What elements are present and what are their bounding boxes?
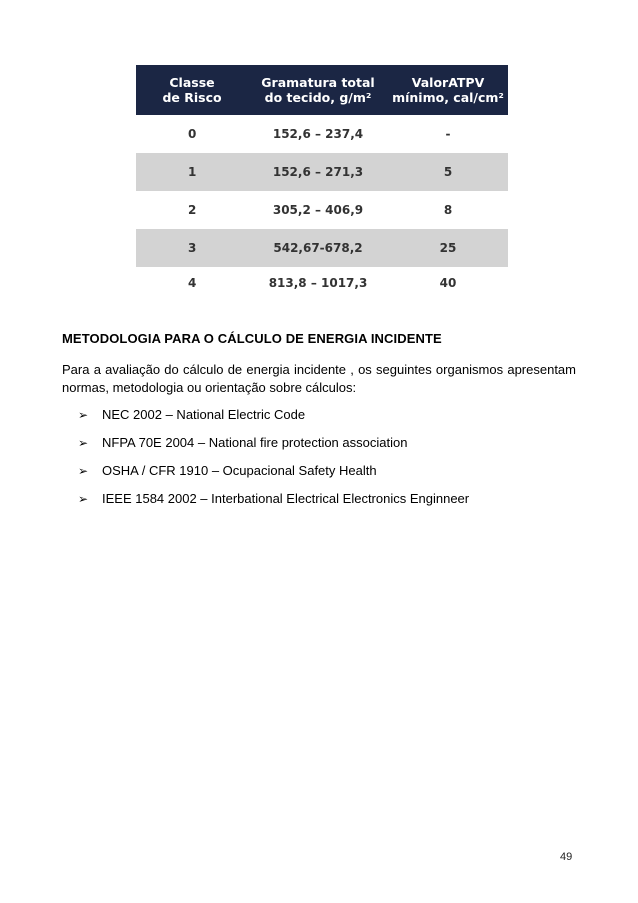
header-gramatura	[248, 65, 388, 115]
cell-gramatura: 152,6 – 271,3	[248, 153, 388, 191]
section-title: METODOLOGIA PARA O CÁLCULO DE ENERGIA INCIDENTE	[62, 331, 442, 346]
cell-gramatura: 305,2 – 406,9	[248, 191, 388, 229]
cell-atpv: 40	[388, 267, 508, 299]
intro-paragraph: Para a avaliação do cálculo de energia incidente , os seguintes organismos apresentam normas, metodologia ou orientação sobre cálculos:	[62, 362, 576, 395]
list-item-text: IEEE 1584 2002 – Interbational Electrical Electronics Enginneer	[102, 491, 470, 506]
list-item	[78, 462, 578, 490]
organizations-list	[78, 406, 578, 518]
header-classe-line2: de Risco	[162, 90, 222, 105]
risk-class-table	[136, 65, 508, 299]
arrowhead-bullet-icon: ➢	[78, 492, 89, 506]
list-item-text: NEC 2002 – National Electric Code	[102, 407, 306, 422]
cell-gramatura: 542,67-678,2	[248, 229, 388, 267]
arrowhead-bullet-icon: ➢	[78, 436, 89, 450]
cell-atpv: 5	[388, 153, 508, 191]
list-item-text: OSHA / CFR 1910 – Ocupacional Safety Health	[102, 463, 377, 478]
table-row	[136, 229, 508, 267]
arrowhead-bullet-icon: ➢	[78, 408, 89, 422]
table-row	[136, 267, 508, 299]
list-item	[78, 406, 578, 434]
page-number: 49	[560, 851, 573, 863]
cell-classe: 2	[136, 191, 248, 229]
cell-classe: 4	[136, 267, 248, 299]
header-atpv-line2: mínimo, cal/cm²	[392, 90, 504, 105]
cell-classe: 0	[136, 115, 248, 153]
table-row	[136, 191, 508, 229]
cell-atpv: -	[388, 115, 508, 153]
cell-atpv: 8	[388, 191, 508, 229]
arrowhead-bullet-icon: ➢	[78, 464, 89, 478]
cell-gramatura: 152,6 – 237,4	[248, 115, 388, 153]
list-item	[78, 490, 578, 518]
header-gramatura-line1: Gramatura total	[261, 75, 375, 90]
header-atpv	[388, 65, 508, 115]
header-atpv-line1: ValorATPV	[411, 75, 485, 90]
cell-atpv: 25	[388, 229, 508, 267]
header-classe-line1: Classe	[169, 75, 215, 90]
table-row	[136, 115, 508, 153]
list-item-text: NFPA 70E 2004 – National fire protection association	[102, 435, 408, 450]
cell-gramatura: 813,8 – 1017,3	[248, 267, 388, 299]
header-gramatura-line2: do tecido, g/m²	[264, 90, 372, 105]
table-row	[136, 153, 508, 191]
cell-classe: 1	[136, 153, 248, 191]
cell-classe: 3	[136, 229, 248, 267]
table-header-row	[136, 65, 508, 115]
header-classe	[136, 65, 248, 115]
list-item	[78, 434, 578, 462]
